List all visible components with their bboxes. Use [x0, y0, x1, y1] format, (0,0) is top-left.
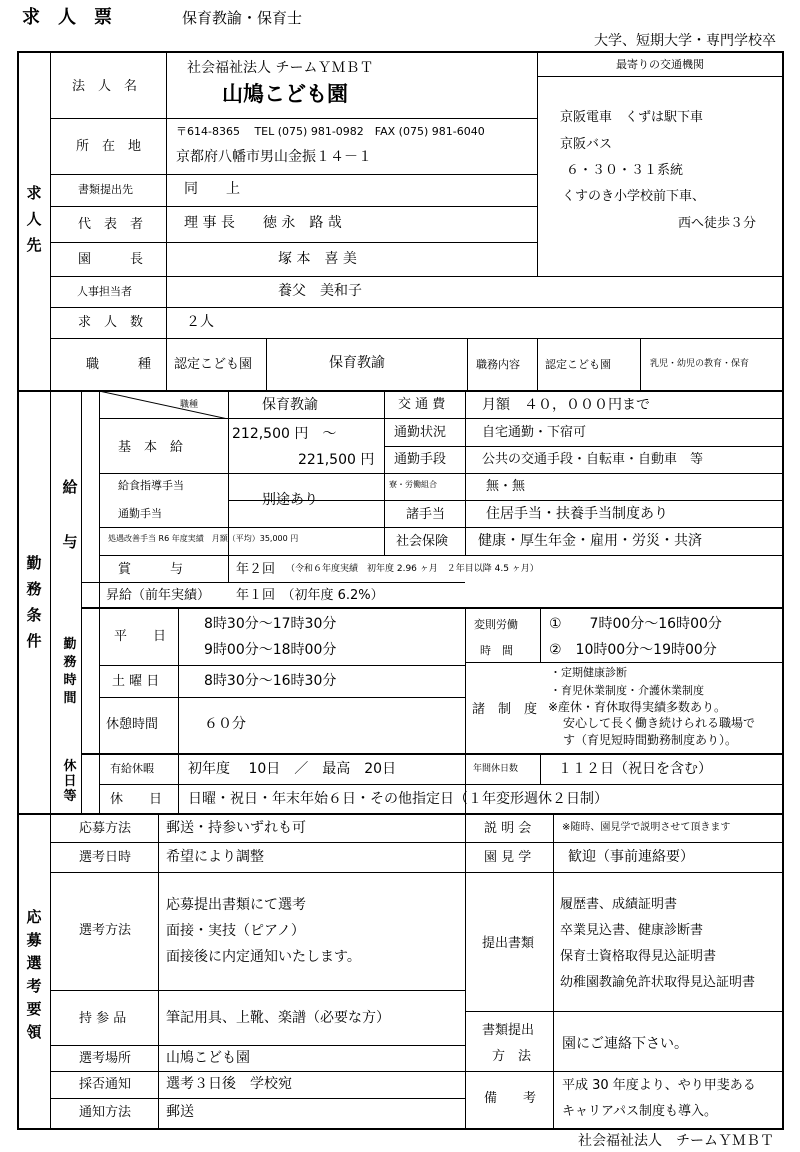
job-label: 職 種	[86, 357, 152, 372]
transport-line-2: 京阪バス	[560, 137, 613, 152]
dorm-label: 寮・労働組合	[389, 480, 437, 489]
weekday-line-2: 9時00分～18時00分	[204, 642, 337, 658]
target-education: 大学、短期大学・専門学校卒	[594, 33, 776, 49]
holiday-label: 休 日	[110, 792, 163, 807]
count-label: 求 人 数	[78, 315, 144, 330]
job-col-label: 職種	[180, 400, 199, 410]
meal-label: 給食指導手当	[118, 479, 184, 492]
corp-name: 山鳩こども園	[222, 82, 348, 106]
paid-leave-label: 有給休暇	[110, 762, 154, 775]
holiday-value: 日曜・祝日・年末年始６日・その他指定日（１年変形週休２日制）	[188, 791, 608, 807]
page-title: 求 人 票	[22, 7, 112, 28]
transport-fee-label: 交 通 費	[398, 397, 446, 412]
section-label-employer: 求人先	[26, 184, 42, 254]
commute-means-label: 通勤手段	[394, 452, 447, 467]
insurance-value: 健康・厚生年金・雇用・労災・共済	[478, 533, 702, 549]
docs-line-1: 履歴書、成績証明書	[560, 897, 678, 912]
flex-line-1: ① 7時00分～16時00分	[549, 616, 722, 632]
raise-value: 年１回 （初年度 6.2%）	[236, 588, 384, 603]
bring-label: 持 参 品	[79, 1011, 127, 1026]
docs-line-3: 保育士資格取得見込証明書	[560, 949, 717, 964]
address-contact: 〒614-8365 TEL (075) 981-0982 FAX (075) 981-6040	[176, 125, 485, 138]
select-line-1: 応募提出書類にて選考	[166, 897, 306, 913]
visit-value: 歓迎（事前連絡要）	[568, 849, 694, 865]
hr-value: 養父 美和子	[278, 283, 362, 299]
section-label-conditions: 勤務条件	[26, 554, 42, 650]
saturday-value: 8時30分～16時30分	[204, 673, 337, 689]
bonus-label: 賞 与	[118, 562, 184, 577]
job-type: 保育教諭	[329, 355, 385, 371]
remarks-line-1: 平成 30 年度より、やり甲斐ある	[562, 1078, 756, 1093]
footer-corp: 社会福祉法人 チームＹＭＢＴ	[578, 1133, 774, 1149]
docs-line-2: 卒業見込書、健康診断書	[560, 923, 704, 938]
transport-fee-value: 月額 ４０，０００円まで	[482, 397, 650, 413]
commute-allowance-label: 通勤手当	[118, 507, 162, 520]
briefing-value: ※随時、園見学で説明させて頂きます	[562, 822, 731, 833]
saturday-label: 土 曜 日	[112, 674, 160, 689]
submit-value: 同 上	[184, 181, 240, 197]
doc-submit-value: 園にご連絡下さい。	[562, 1036, 688, 1052]
doc-submit-label-1: 書類提出	[482, 1023, 535, 1038]
job-facility: 認定こども園	[174, 357, 253, 372]
duty-label: 職務内容	[476, 358, 520, 371]
transport-line-4: くすのき小学校前下車、	[562, 189, 706, 204]
flex-label-1: 変則労働	[474, 618, 518, 631]
section-label-application: 応募選考要領	[26, 908, 42, 1041]
visit-label: 園 見 学	[484, 850, 532, 865]
raise-label: 昇給（前年実績）	[106, 588, 211, 603]
docs-line-4: 幼稚園教諭免許状取得見込証明書	[560, 975, 756, 990]
principal-value: 塚 本 喜 美	[278, 251, 357, 267]
insurance-label: 社会保険	[396, 534, 449, 549]
base-label: 基 本 給	[118, 440, 184, 455]
base-min: 212,500 円 ～	[232, 426, 337, 442]
dorm-value: 無・無	[486, 479, 526, 494]
commute-means-value: 公共の交通手段・自転車・自動車 等	[482, 452, 704, 467]
date-label: 選考日時	[79, 850, 132, 865]
principal-label: 園 長	[78, 252, 144, 267]
docs-label: 提出書類	[482, 936, 535, 951]
hr-label: 人事担当者	[77, 285, 132, 298]
leave-label: 休日等	[63, 759, 77, 804]
paid-leave-value: 初年度 10日 ／ 最高 20日	[188, 761, 397, 777]
rep-value: 理 事 長 徳 永 路 哉	[184, 215, 342, 231]
page-subtitle: 保育教諭・保育士	[182, 9, 303, 27]
select-line-3: 面接後に内定通知いたします。	[166, 949, 361, 965]
bonus-note: （令和６年度実績 初年度 2.96 ヶ月 ２年目以降 4.5 ヶ月）	[286, 564, 539, 574]
allowance-value: 別途あり	[262, 492, 318, 508]
result-label: 採否通知	[79, 1077, 132, 1092]
transport-title: 最寄りの交通機関	[616, 58, 704, 71]
date-value: 希望により調整	[166, 849, 264, 865]
transport-line-3: ６・３０・３１系統	[566, 163, 684, 178]
address-label: 所 在 地	[76, 139, 142, 154]
count-value: ２人	[186, 314, 214, 330]
system-line-2: ・育児休業制度・介護休業制度	[550, 684, 704, 697]
commute-status-label: 通勤状況	[394, 425, 447, 440]
method-value: 郵送・持参いずれも可	[166, 820, 306, 836]
flex-label-2: 時 間	[480, 644, 513, 657]
system-line-3: ※産休・育休取得実績多数あり。	[548, 700, 727, 714]
corp-type: 社会福祉法人 チームＹＭＢＴ	[187, 60, 374, 76]
remarks-label: 備 考	[484, 1091, 537, 1106]
doc-submit-label-2: 方 法	[492, 1049, 532, 1064]
remarks-line-2: キャリアパス制度も導入。	[562, 1104, 717, 1119]
hours-label: 勤務時間	[63, 637, 77, 706]
corp-label: 法 人 名	[72, 79, 138, 94]
method-label: 応募方法	[79, 821, 132, 836]
annual-label: 年間休日数	[473, 764, 519, 774]
transport-line-5: 西へ徒歩３分	[678, 216, 757, 231]
break-label: 休憩時間	[106, 717, 159, 732]
result-value: 選考３日後 学校宛	[166, 1076, 292, 1092]
header-diagonal	[99, 391, 228, 419]
notify-value: 郵送	[166, 1104, 194, 1120]
duty-value: 乳児・幼児の教育・保育	[650, 359, 750, 369]
system-line-4: 安心して長く働き続けられる職場で	[563, 716, 756, 730]
weekday-label: 平 日	[114, 629, 167, 644]
submit-label: 書類提出先	[78, 183, 133, 196]
flex-line-2: ② 10時00分～19時00分	[549, 642, 717, 658]
select-line-2: 面接・実技（ピアノ）	[166, 923, 305, 939]
improve-label: 処遇改善手当 R6 年度実績 月額（平均）35,000 円	[108, 534, 299, 543]
notify-label: 通知方法	[79, 1105, 132, 1120]
other-allowance-value: 住居手当・扶養手当制度あり	[486, 506, 668, 522]
commute-status-value: 自宅通勤・下宿可	[482, 425, 587, 440]
transport-line-1: 京阪電車 くずは駅下車	[560, 110, 704, 125]
pay-label: 給与	[62, 478, 78, 551]
system-line-1: ・定期健康診断	[550, 666, 627, 679]
place-label: 選考場所	[79, 1051, 132, 1066]
duty-facility: 認定こども園	[545, 358, 611, 371]
address-street: 京都府八幡市男山金振１４－１	[176, 149, 372, 165]
rep-label: 代 表 者	[78, 217, 144, 232]
bring-value: 筆記用具、上靴、楽譜（必要な方）	[166, 1010, 390, 1026]
place-value: 山鳩こども園	[166, 1050, 250, 1066]
annual-value: １１２日（祝日を含む）	[558, 761, 712, 777]
system-label: 諸 制 度	[472, 702, 538, 717]
bonus-count: 年２回	[236, 562, 276, 577]
job-col-value: 保育教諭	[262, 397, 318, 413]
base-max: 221,500 円	[298, 452, 375, 468]
system-line-5: す（育児短時間勤務制度あり）。	[563, 733, 738, 747]
select-label: 選考方法	[79, 923, 132, 938]
briefing-label: 説 明 会	[484, 821, 532, 836]
weekday-line-1: 8時30分～17時30分	[204, 616, 337, 632]
break-value: ６０分	[204, 716, 246, 732]
other-allowance-label: 諸手当	[406, 507, 446, 522]
